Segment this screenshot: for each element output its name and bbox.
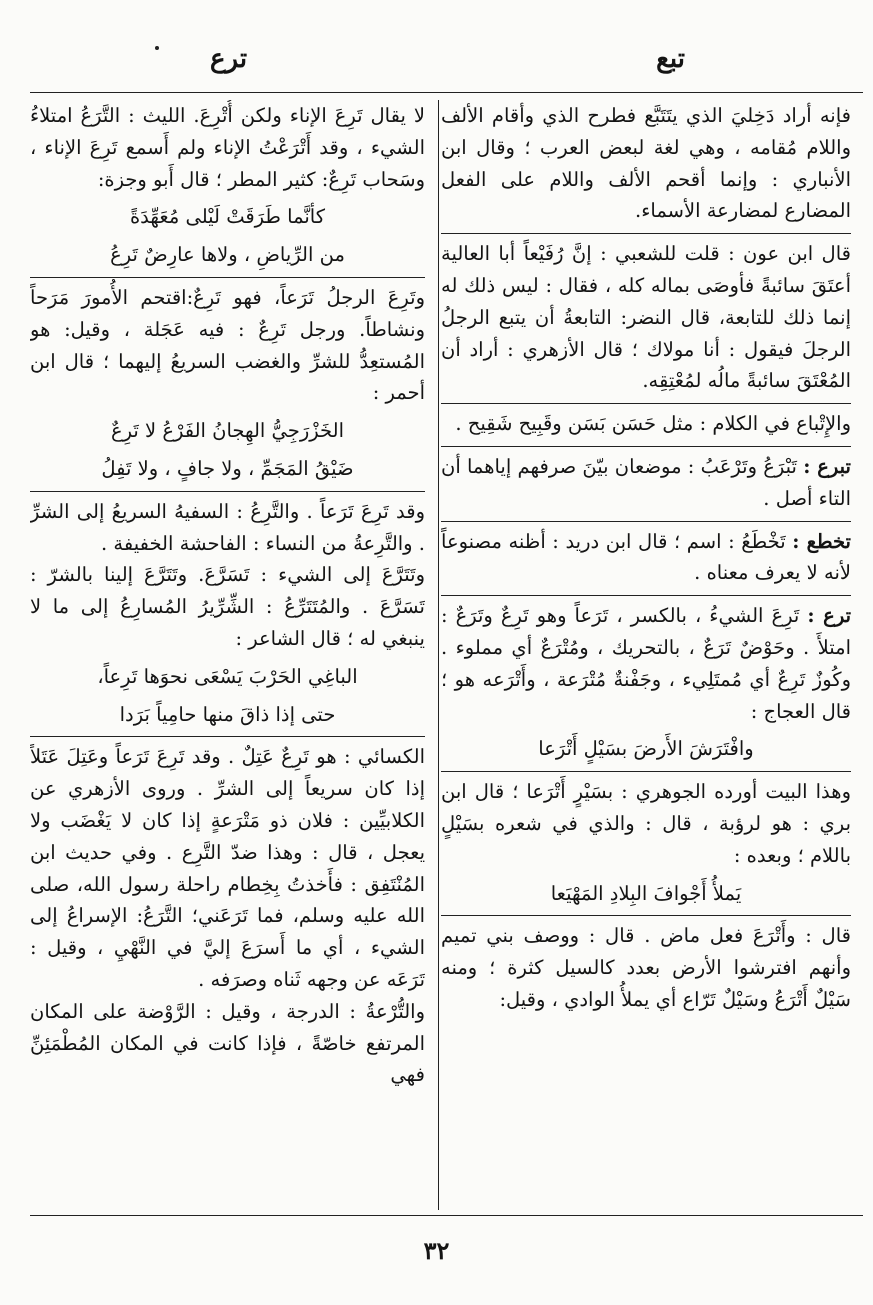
separator — [441, 771, 851, 772]
page-header — [30, 44, 855, 94]
separator — [441, 403, 851, 404]
header-dot — [155, 46, 159, 50]
entry-tara — [441, 600, 851, 727]
entry-text: تَبْرَعُ وتَرْعَبُ : موضعان بيّنَ صرفهم إياهما أن التاء أصل . — [441, 454, 851, 510]
entry-takhtaa — [441, 526, 851, 590]
verse-line: حتى إذا ذاقَ منها حامِياً بَرَدا — [119, 702, 336, 726]
verse-line: يَملأُ أَجْوافَ البِلادِ المَهْيَعا — [550, 881, 742, 905]
separator — [441, 521, 851, 522]
separator — [441, 595, 851, 596]
header-rule — [30, 92, 863, 93]
separator — [30, 491, 425, 492]
verse-line: الباغِي الحَرْبَ يَسْعَى نحوَها تَرِعاً، — [97, 664, 358, 688]
paragraph: وتَتَرَّعَ إلى الشيء : تَسَرَّعَ. وتَتَرَّعَ إلينا بالشرّ : تَسَرَّعَ . والمُتَتَرِّعُ : الشِّرِّيرُ المُسارِعُ إلى ما لا ينبغي له ؛ قال الشاعر : — [30, 563, 425, 650]
separator — [441, 233, 851, 234]
separator — [441, 915, 851, 916]
separator — [441, 446, 851, 447]
entry-text: تَخْطَعُ : اسم ؛ قال ابن دريد : أظنه مصنوعاً لأنه لا يعرف معناه . — [441, 529, 851, 585]
paragraph: وهذا البيت أورده الجوهري : بسَيْرٍ أَتْرَعا ؛ قال ابن بري : هو لرؤبة ، قال : والذي في شعره بسَيْلٍ باللام ؛ وبعده : — [441, 780, 851, 867]
paragraph: وتَرِعَ الرجلُ تَرَعاً، فهو تَرِعٌ:اقتحم الأُمورَ مَرَحاً ونشاطاً. ورجل تَرِعٌ : فيه عَجَلة ، وقيل: هو المُستعِدُّ للشرِّ والغضب السريعُ إليهما ؛ قال ابن أحمر : — [30, 285, 425, 405]
verse-line: من الرِّياضِ ، ولاها عارِضٌ تَرِعُ — [110, 243, 345, 267]
verse-line: كأنَّما طَرَقَتْ لَيْلى مُعَهِّدَةً — [129, 205, 326, 229]
entry-headword: تخطع : — [792, 529, 851, 553]
paragraph: قال : وأَتْرَعَ فعل ماض . قال : ووصف بني تميم وأنهم افترشوا الأرض بعدد كالسيل كثرة ؛ ومنه سَيْلٌ أَتْرَعُ وسَيْلٌ تَرّاع أي يملأُ الوادي ، وقيل: — [441, 924, 851, 1011]
column-divider — [438, 100, 439, 1210]
paragraph: قال ابن عون : قلت للشعبي : إنَّ رُفَيْعاً أبا العالية أعتَقَ سائبةً فأوصَى بماله كله ، فقال : ليس ذلك له إنما ذلك للتابعة، قال النضر: التابعةُ أن يتبع الرجلُ الرجلَ فيقول : أنا مولاك ؛ قال الأزهري : أراد أن المُعْتَقَ سائبةً مالُه لمُعْتِقِه. — [441, 242, 851, 393]
paragraph: فإنه أراد دَخِليَ الذي يتَتَبَّع فطرح الذي وأقام الألف واللام مُقامه ، وهي لغة لبعض العرب ؛ وقال ابن الأنباري : وإنما أقحم الألف واللام على الفعل المضارع لمضارعة الأسماء. — [441, 104, 851, 223]
verse-line: الخَزْرَجِيُّ الهِجانُ الفَرْعُ لا تَرِعٌ — [111, 419, 344, 443]
separator — [30, 277, 425, 278]
paragraph: والإِتْباع في الكلام : مثل حَسَن بَسَن وقَبِيح شَقِيح . — [455, 412, 851, 436]
footer-rule — [30, 1215, 863, 1216]
entry-headword: ترع : — [807, 604, 851, 628]
paragraph: لا يقال تَرِعَ الإناء ولكن أُتْرِعَ. الليث : التَّرَعُ امتلاءُ الشيء ، وقد أَتْرَعْتُ الإناء ولم أَسمع تَرِعَ الإناء ، وسَحاب تَرِعٌ: كثير المطر ؛ قال أَبو وجزة: — [30, 104, 425, 191]
page-number: ٣٢ — [423, 1236, 450, 1265]
right-column — [441, 100, 851, 1210]
verse-line: وافْتَرَشَ الأَرضَ بسَيْلٍ أَتْرَعا — [538, 737, 754, 761]
left-column — [30, 100, 425, 1210]
paragraph: وقد تَرِعَ تَرَعاً . والتَّرِعُ : السفيهُ السريعُ إلى الشرِّ . والتَّرِعةُ من النساء : الفاحشة الخفيفة . — [30, 499, 425, 555]
header-word-left: ترع — [210, 44, 248, 74]
header-word-right: تبع — [656, 44, 685, 74]
entry-tabra — [441, 451, 851, 515]
paragraph: الكسائي : هو تَرِعٌ عَتِلٌ . وقد تَرِعَ تَرَعاً وعَتِلَ عَتَلاً إذا كان سريعاً إلى الشرِّ . وروى الأزهري عن الكلابيِّين : فلان ذو مَتْرَعةٍ إذا كان لا يَغْضَب ولا يعجل ، قال : وهذا ضدّ التَّرِع . وفي حديث ابن المُنْتَفِق : فأَخذتُ بِخِطام راحلة رسول الله، صلى الله عليه وسلم، فما تَرَعَني؛ التَّرَعُ: الإسراعُ إلى الشيء ، أي ما أَسرَعَ إليَّ في النَّهْيِ ، وقيل : تَرَعَه عن وجهه ثَناه وصرَفه . — [30, 745, 425, 991]
verse-line: ضَيْقُ المَجَمِّ ، ولا جافٍ ، ولا تَفِلُ — [101, 456, 354, 480]
separator — [30, 736, 425, 737]
paragraph: والتُّرْعةُ : الدرجة ، وقيل : الرَّوْضة على المكان المرتفع خاصّةً ، فإذا كانت في المكان المُطْمَئِنِّ فهي — [30, 999, 425, 1087]
entry-text: تَرِعَ الشيءُ ، بالكسر ، تَرَعاً وهو تَرِعٌ وتَرَعٌ : امتلأَ . وحَوْضٌ تَرَعٌ ، بالتحريك ، ومُتْرَعٌ أي مملوء . وكُوزٌ تَرِعٌ أي مُمتَلِيء ، وجَفْنةٌ مُتْرَعة ، وأَتْرَعه هو ؛ قال العجاج : — [441, 604, 851, 723]
entry-headword: تبرع : — [803, 454, 851, 478]
